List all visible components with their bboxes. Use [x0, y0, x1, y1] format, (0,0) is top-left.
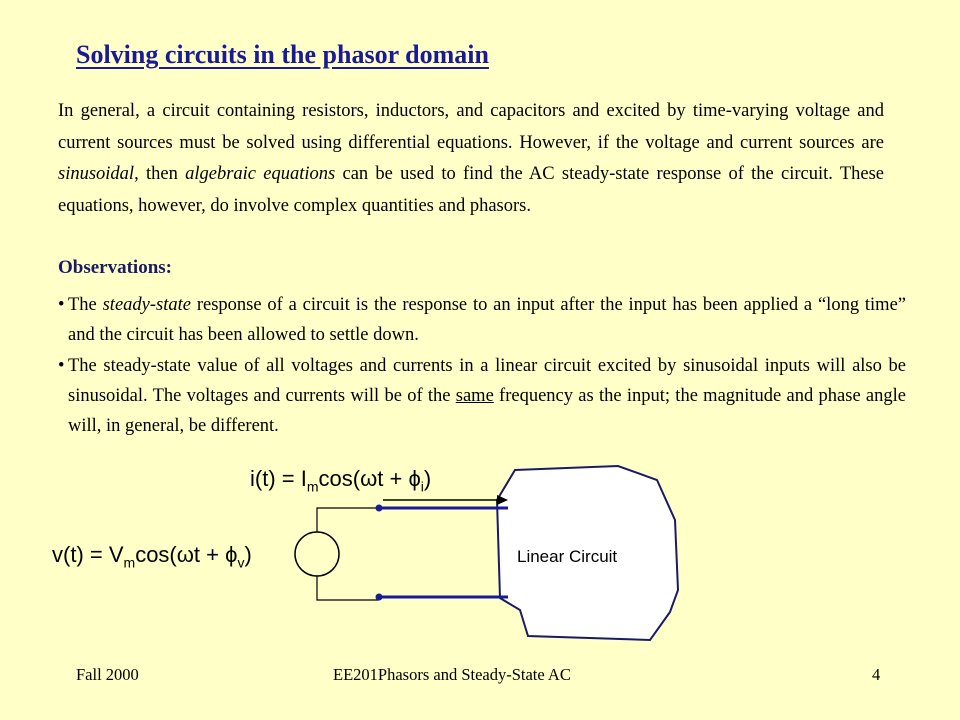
source-wire-bottom [317, 576, 379, 600]
intro-emphasis-sinusoidal: sinusoidal [58, 164, 135, 184]
observations-heading: Observations: [58, 257, 172, 278]
voltage-source-icon [295, 532, 339, 576]
voltage-equation [52, 542, 252, 570]
bullet2-text-pre: The steady-state value of all voltages and currents in a linear circuit excited by sinusoidal inputs will also be sinusoidal. The voltages and currents will be of the [68, 356, 906, 406]
bullet1-text-post: response of a circuit is the response to an input after the input has been applied a “long time” and the circuit has been allowed to settle down. [68, 295, 906, 345]
current-eq-mid: cos(ωt + ϕ [318, 466, 421, 491]
current-eq-end: ) [423, 466, 432, 491]
intro-emphasis-algebraic: algebraic equations [185, 164, 336, 184]
footer-page-number: 4 [872, 665, 881, 684]
voltage-eq-end: ) [244, 542, 252, 567]
bullet-dot: • [58, 295, 65, 315]
intro-text-3: can be used to find the AC steady-state response of the circuit. These equations, however, do involve complex quantities and phasors. [58, 164, 884, 216]
current-eq-lhs: i(t) = I [250, 466, 307, 491]
bullet1-text-pre: The [68, 295, 103, 315]
intro-text-2: , then [134, 164, 186, 184]
slide-title: Solving circuits in the phasor domain [76, 40, 489, 69]
intro-text-1: In general, a circuit containing resistors, inductors, and capacitors and excited by time-varying voltage and current sources must be solved using differential equations. However, if the voltage and current sources are [58, 101, 884, 153]
current-equation [250, 466, 431, 494]
current-eq-sub-i: i [420, 478, 424, 495]
footer-course-title: EE201Phasors and Steady-State AC [333, 665, 571, 684]
bullet2-text-post: frequency as the input; the magnitude and phase angle will, in general, be different. [68, 386, 906, 436]
bullet1-emphasis: steady-state [102, 295, 191, 315]
voltage-eq-sub-v: v [237, 554, 245, 571]
linear-circuit-label: Linear Circuit [517, 547, 618, 566]
voltage-eq-sub-m: m [123, 554, 136, 571]
bullet2-underlined-word: same [455, 386, 494, 406]
voltage-eq-lhs: v(t) = V [52, 542, 124, 567]
current-eq-sub-m: m [306, 478, 319, 495]
source-wire-top [317, 508, 379, 532]
footer-date: Fall 2000 [76, 665, 139, 684]
voltage-eq-mid: cos(ωt + ϕ [135, 542, 238, 567]
bullet-dot: • [58, 356, 65, 376]
